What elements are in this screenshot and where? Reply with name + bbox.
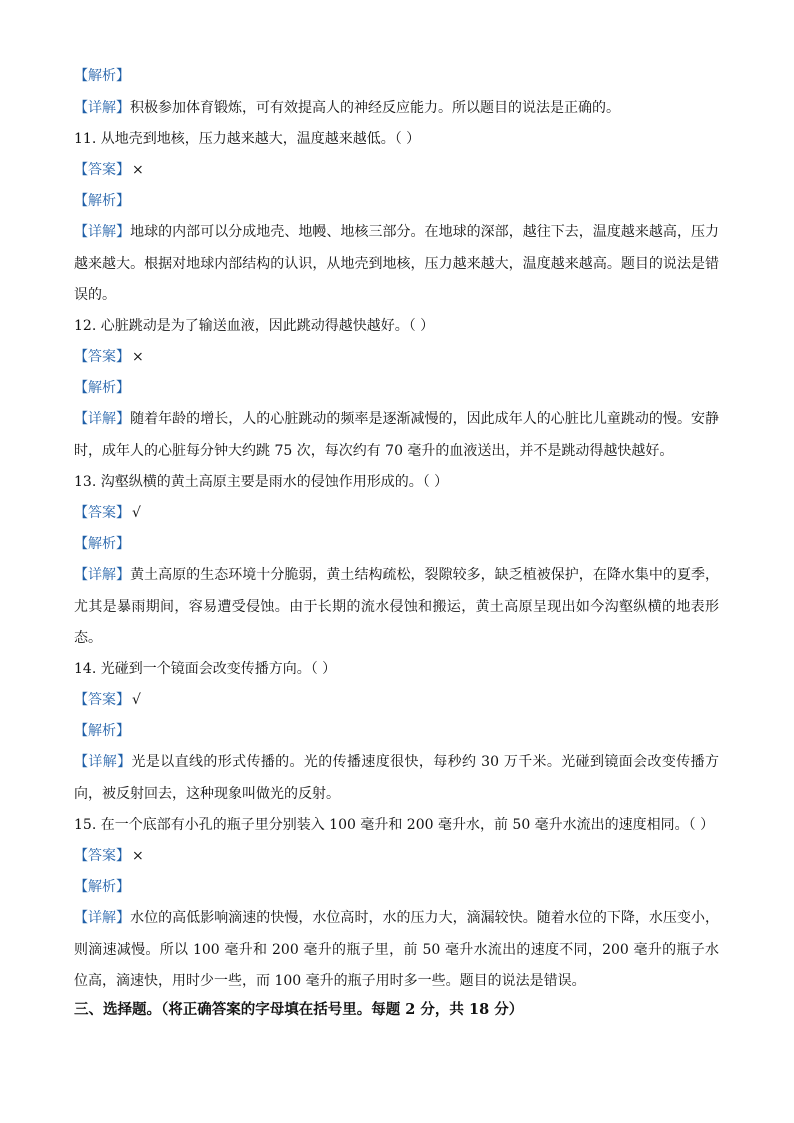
question-14 bbox=[74, 659, 724, 679]
answer-mark: √ bbox=[132, 692, 141, 708]
question-number: 14. bbox=[74, 661, 97, 677]
analysis-label bbox=[74, 721, 724, 741]
answer-line bbox=[74, 347, 724, 367]
detail-tag: 【详解】 bbox=[74, 910, 131, 926]
detail-text: 积极参加体育锻炼，可有效提高人的神经反应能力。所以题目的说法是正确的。 bbox=[130, 100, 620, 116]
question-number: 12. bbox=[74, 318, 97, 334]
question-number: 11. bbox=[74, 131, 97, 147]
detail-line bbox=[74, 98, 724, 118]
analysis-tag: 【解析】 bbox=[74, 723, 130, 739]
analysis-label bbox=[74, 191, 724, 211]
analysis-tag: 【解析】 bbox=[74, 193, 130, 209]
detail-text: 光是以直线的形式传播的。光的传播速度很快，每秒约 30 万千米。光碰到镜面会改变传播方向，被反射回去，这种现象叫做光的反射。 bbox=[74, 754, 719, 802]
question-text: 心脏跳动是为了输送血液，因此跳动得越快越好。（ ） bbox=[100, 318, 435, 334]
answer-line bbox=[74, 160, 724, 180]
detail-paragraph bbox=[74, 217, 719, 312]
detail-paragraph bbox=[74, 903, 719, 998]
detail-tag: 【详解】 bbox=[74, 411, 131, 427]
detail-text: 地球的内部可以分成地壳、地幔、地核三部分。在地球的深部，越往下去，温度越来越高，压力越来越大。根据对地球内部结构的认识，从地壳到地核，压力越来越大，温度越来越高。题目的说法是错误的。 bbox=[74, 224, 720, 303]
detail-paragraph bbox=[74, 404, 719, 467]
detail-tag: 【详解】 bbox=[74, 100, 130, 116]
analysis-label bbox=[74, 66, 724, 86]
question-12 bbox=[74, 316, 724, 336]
detail-paragraph bbox=[74, 560, 719, 655]
analysis-tag: 【解析】 bbox=[74, 68, 130, 84]
analysis-label bbox=[74, 378, 724, 398]
detail-tag: 【详解】 bbox=[74, 224, 131, 240]
answer-tag: 【答案】 bbox=[74, 692, 130, 708]
answer-mark: × bbox=[132, 848, 144, 864]
detail-tag: 【详解】 bbox=[74, 754, 132, 770]
question-text: 沟壑纵横的黄土高原主要是雨水的侵蚀作用形成的。（ ） bbox=[100, 474, 449, 490]
question-number: 15. bbox=[74, 817, 97, 833]
answer-tag: 【答案】 bbox=[74, 505, 130, 521]
question-11 bbox=[74, 129, 724, 149]
detail-text: 水位的高低影响滴速的快慢，水位高时，水的压力大，滴漏较快。随着水位的下降，水压变小，则滴速减慢。所以 100 毫升和 200 毫升的瓶子里，前 50 毫升水流出的速度不同，200 毫升的瓶子水位高，滴速快，用时少一些，而 100 毫升的瓶子用时多一些。题目的说法是错误。 bbox=[74, 910, 720, 989]
analysis-label bbox=[74, 877, 724, 897]
answer-line bbox=[74, 503, 724, 523]
detail-text: 随着年龄的增长，人的心脏跳动的频率是逐渐减慢的，因此成年人的心脏比儿童跳动的慢。安静时，成年人的心脏每分钟大约跳 75 次，每次约有 70 毫升的血液送出，并不是跳动得越快越好。 bbox=[74, 411, 720, 459]
section-title: 三、选择题。（将正确答案的字母填在括号里。每题 2 分，共 18 分） bbox=[74, 1001, 524, 1018]
detail-text: 黄土高原的生态环境十分脆弱，黄土结构疏松，裂隙较多，缺乏植被保护，在降水集中的夏季，尤其是暴雨期间，容易遭受侵蚀。由于长期的流水侵蚀和搬运，黄土高原呈现出如今沟壑纵横的地表形态。 bbox=[74, 567, 720, 646]
answer-tag: 【答案】 bbox=[74, 162, 130, 178]
detail-paragraph bbox=[74, 747, 719, 810]
answer-line bbox=[74, 846, 724, 866]
question-15 bbox=[74, 815, 724, 835]
answer-mark: × bbox=[132, 349, 144, 365]
question-text: 光碰到一个镜面会改变传播方向。（ ） bbox=[100, 661, 337, 677]
analysis-tag: 【解析】 bbox=[74, 380, 130, 396]
analysis-tag: 【解析】 bbox=[74, 879, 130, 895]
analysis-label bbox=[74, 534, 724, 554]
detail-tag: 【详解】 bbox=[74, 567, 131, 583]
question-text: 从地壳到地核，压力越来越大，温度越来越低。（ ） bbox=[100, 131, 421, 147]
answer-tag: 【答案】 bbox=[74, 848, 130, 864]
question-number: 13. bbox=[74, 474, 97, 490]
question-13 bbox=[74, 472, 724, 492]
analysis-tag: 【解析】 bbox=[74, 536, 130, 552]
answer-line bbox=[74, 690, 724, 710]
answer-mark: √ bbox=[132, 505, 141, 521]
question-text: 在一个底部有小孔的瓶子里分别装入 100 毫升和 200 毫升水，前 50 毫升水流出的速度相同。（ ） bbox=[100, 817, 715, 833]
answer-tag: 【答案】 bbox=[74, 349, 130, 365]
answer-mark: × bbox=[132, 162, 144, 178]
